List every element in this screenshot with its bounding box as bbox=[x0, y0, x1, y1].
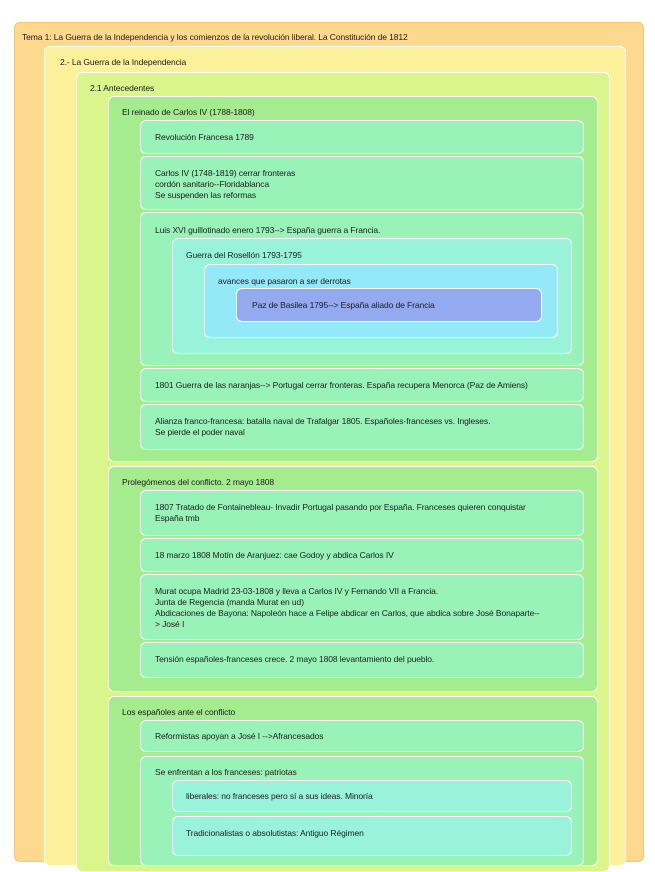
node-revolucion-francesa-label: Revolución Francesa 1789 bbox=[155, 132, 254, 142]
node-tema-label: Tema 1: La Guerra de la Independencia y los comienzos de la revolución liberal. La Constitución de 1812 bbox=[22, 32, 408, 42]
node-tratado-fontainebleau-label: 1807 Tratado de Fontainebleau- Invadir Portugal pasando por España. Franceses quieren conquistar España tmb bbox=[155, 502, 526, 523]
node-prolegomenos-label: Prolegómenos del conflicto. 2 mayo 1808 bbox=[122, 477, 275, 487]
node-tension-2-mayo-label: Tensión españoles-franceses crece. 2 mayo 1808 levantamiento del pueblo. bbox=[155, 654, 435, 664]
node-liberales-label: liberales: no franceses pero sí a sus ideas. Minoría bbox=[186, 791, 373, 801]
node-antecedentes-label: 2.1 Antecedentes bbox=[90, 83, 155, 93]
node-reformistas-label: Reformistas apoyan a José I -->Afrancesados bbox=[155, 731, 324, 741]
node-patriotas-label: Se enfrentan a los franceses: patriotas bbox=[155, 767, 297, 777]
node-guerra-naranjas-label: 1801 Guerra de las naranjas--> Portugal cerrar fronteras. España recupera Menorca (Paz de Amiens) bbox=[155, 380, 528, 390]
node-carlos-iv-fronteras-label: Carlos IV (1748-1819) cerrar fronteras cordón sanitario--Floridablanca Se suspenden las reformas bbox=[155, 168, 296, 200]
node-guerra-rosellon-label: Guerra del Rosellón 1793-1795 bbox=[186, 250, 302, 260]
node-espanoles-conflicto-label: Los españoles ante el conflicto bbox=[122, 707, 236, 717]
node-tradicionalistas-label: Tradicionalistas o absolutistas: Antiguo Régimen bbox=[186, 828, 364, 838]
node-reinado-carlos-iv-label: El reinado de Carlos IV (1788-1808) bbox=[122, 107, 255, 117]
node-luis-xvi-label: Luis XVI guillotinado enero 1793--> España guerra a Francia. bbox=[155, 225, 381, 235]
node-guerra-independencia-label: 2.- La Guerra de la Independencia bbox=[60, 57, 187, 67]
node-paz-basilea-label: Paz de Basilea 1795--> España aliado de Francia bbox=[252, 300, 435, 310]
node-murat-madrid-label: Murat ocupa Madrid 23-03-1808 y lleva a Carlos IV y Fernando VII a Francia. Junta de Regencia (manda Murat en ud) Abdicaciones de Bayona: Napoleón hace a Felipe abdicar en Carlos, que abdica sobre José Bonaparte-- > José I bbox=[155, 586, 540, 629]
node-alianza-trafalgar-label: Alianza franco-francesa: batalla naval de Trafalgar 1805. Españoles-franceses vs. Ingleses. Se pierde el poder naval bbox=[155, 416, 491, 437]
node-motin-aranjuez-label: 18 marzo 1808 Motín de Aranjuez: cae Godoy y abdica Carlos IV bbox=[155, 550, 394, 560]
node-avances-derrotas-label: avances que pasaron a ser derrotas bbox=[218, 276, 351, 286]
